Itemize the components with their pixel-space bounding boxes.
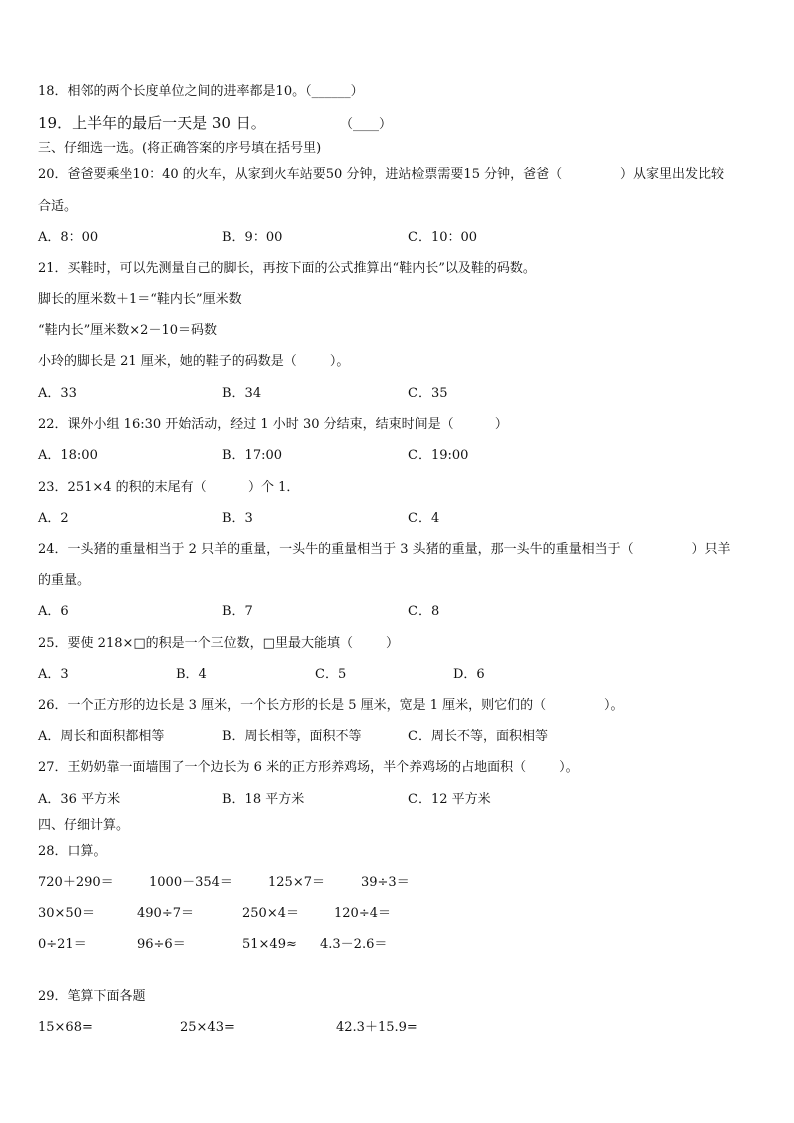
q26-option-a: A．周长和面积都相等 [38,729,165,744]
q22-option-b: B．17:00 [222,448,283,463]
q20-option-a: A．8：00 [38,230,99,245]
q26-option-b: B．周长相等，面积不等 [222,729,362,744]
mental-calc-r1c3: 125×7＝ [268,875,325,890]
mental-calc-r2c2: 490÷7＝ [137,906,194,921]
written-calc-2: 25×43= [180,1020,235,1035]
q25: 25．要使 218×□的积是一个三位数，□里最大能填（ ） [38,636,400,651]
mental-calc-r2c3: 250×4＝ [242,906,299,921]
q20-option-c: C．10：00 [408,230,478,245]
q20-line2: 合适。 [38,199,78,214]
section-4-title: 四、仔细计算。 [38,818,130,833]
mental-calc-r1c2: 1000－354＝ [149,875,233,890]
written-calc-3: 42.3＋15.9= [336,1020,418,1035]
q29: 29．笔算下面各题 [38,989,146,1004]
q19-blank: （____） [340,117,393,132]
q22: 22．课外小组 16:30 开始活动，经过 1 小时 30 分结束，结束时间是（ ） [38,417,508,432]
q27-option-a: A．36 平方米 [38,792,121,807]
q27-option-b: B．18 平方米 [222,792,305,807]
q21-option-a: A．33 [38,386,77,401]
q24-line1: 24．一头猪的重量相当于 2 只羊的重量，一头牛的重量相当于 3 头猪的重量，那一头牛的重量相当于（ ）只羊 [38,542,731,557]
q25-option-c: C．5 [315,667,347,682]
mental-calc-r1c4: 39÷3＝ [361,875,410,890]
q23-option-a: A．2 [38,511,69,526]
q20-option-b: B．9：00 [222,230,283,245]
mental-calc-r2c1: 30×50＝ [38,906,95,921]
q18: 18．相邻的两个长度单位之间的进率都是10。（______） [38,84,364,99]
q22-option-a: A．18:00 [38,448,98,463]
section-3-title: 三、仔细选一选。(将正确答案的序号填在括号里) [38,141,322,156]
q21-line2: 脚长的厘米数＋1＝“鞋内长”厘米数 [38,292,242,307]
mental-calc-r2c4: 120÷4＝ [334,906,391,921]
q21-line1: 21．买鞋时，可以先测量自己的脚长，再按下面的公式推算出“鞋内长”以及鞋的码数。 [38,261,536,276]
q24-line2: 的重量。 [38,573,91,588]
q26-option-c: C．周长不等，面积相等 [408,729,548,744]
mental-calc-r3c3: 51×49≈ [242,937,297,952]
q27-option-c: C．12 平方米 [408,792,491,807]
mental-calc-r3c1: 0÷21＝ [38,937,87,952]
q24-option-a: A．6 [38,604,69,619]
q24-option-c: C．8 [408,604,440,619]
q23: 23．251×4 的积的末尾有（ ）个 1． [38,480,300,495]
q21-option-b: B．34 [222,386,262,401]
mental-calc-r1c1: 720＋290＝ [38,875,114,890]
mental-calc-r3c4: 4.3－2.6＝ [320,937,388,952]
q25-option-d: D．6 [453,667,485,682]
q21-option-c: C．35 [408,386,448,401]
q20-line1: 20．爸爸要乘坐10：40 的火车，从家到火车站要50 分钟，进站检票需要15 分钟，爸爸（ ）从家里出发比较 [38,167,724,182]
q23-option-b: B．3 [222,511,253,526]
q23-option-c: C．4 [408,511,440,526]
q22-option-c: C．19:00 [408,448,469,463]
q25-option-a: A．3 [38,667,69,682]
q19: 19．上半年的最后一天是 30 日。 [38,114,266,132]
q27: 27．王奶奶靠一面墙围了一个边长为 6 米的正方形养鸡场，半个养鸡场的占地面积（ ）。 [38,760,579,775]
q28: 28．口算。 [38,844,107,859]
q21-line4: 小玲的脚长是 21 厘米，她的鞋子的码数是（ ）。 [38,354,350,369]
q21-line3: “鞋内长”厘米数×2－10＝码数 [38,323,217,338]
written-calc-1: 15×68= [38,1020,93,1035]
q25-option-b: B．4 [176,667,207,682]
q24-option-b: B．7 [222,604,253,619]
mental-calc-r3c2: 96÷6＝ [137,937,186,952]
q26: 26．一个正方形的边长是 3 厘米，一个长方形的长是 5 厘米，宽是 1 厘米，则它们的（ ）。 [38,698,624,713]
